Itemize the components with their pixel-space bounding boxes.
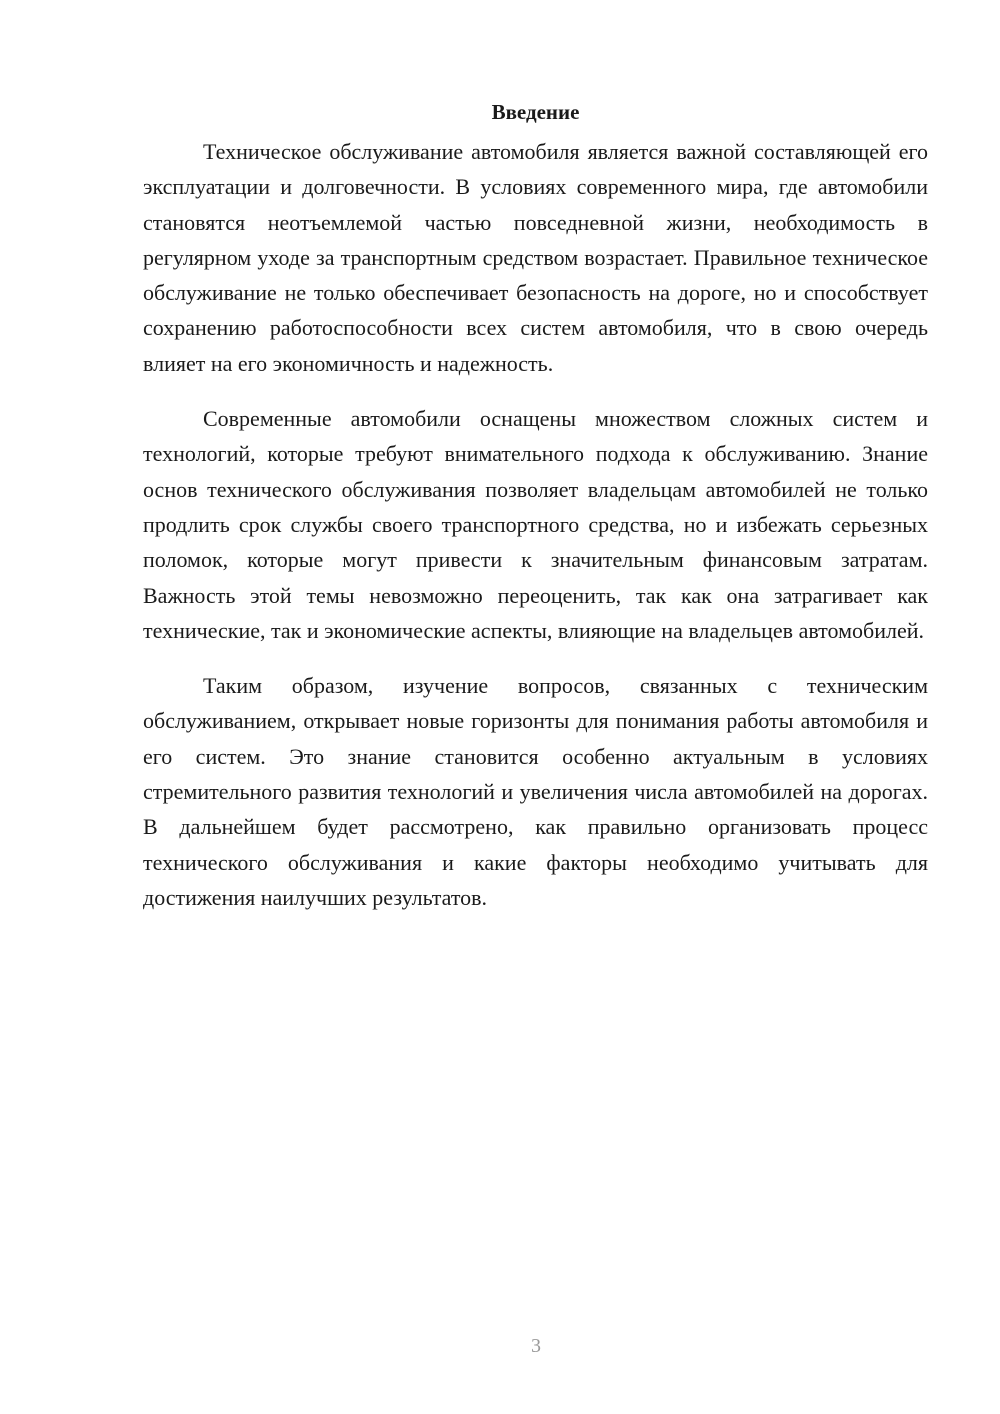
paragraph-2: Современные автомобили оснащены множеством сложных систем и технологий, которые требуют внимательного подхода к обслуживанию. Знание основ технического обслуживания позволяет владельцам автомобилей не только продлить срок службы своего транспортного средства, но и избежать серьезных поломок, которые могут привести к значительным финансовым затратам. Важность этой темы невозможно переоценить, так как она затрагивает как технические, так и экономические аспекты, влияющие на владельцев автомобилей. <box>143 406 928 643</box>
page-number: 3 <box>531 1335 541 1357</box>
paragraph-3: Таким образом, изучение вопросов, связанных с техническим обслуживанием, открывает новые горизонты для понимания работы автомобиля и его систем. Это знание становится особенно актуальным в условиях стремительного развития технологий и увеличения числа автомобилей на дорогах. В дальнейшем будет рассмотрено, как правильно организовать процесс технического обслуживания и какие факторы необходимо учитывать для достижения наилучших результатов. <box>143 673 928 910</box>
page-content <box>143 98 928 935</box>
paragraph-1: Техническое обслуживание автомобиля является важной составляющей его эксплуатации и долговечности. В условиях современного мира, где автомобили становятся неотъемлемой частью повседневной жизни, необходимость в регулярном уходе за транспортным средством возрастает. Правильное техническое обслуживание не только обеспечивает безопасность на дороге, но и способствует сохранению работоспособности всех систем автомобиля, что в свою очередь влияет на его экономичность и надежность. <box>143 139 928 376</box>
section-title: Введение <box>491 100 580 124</box>
